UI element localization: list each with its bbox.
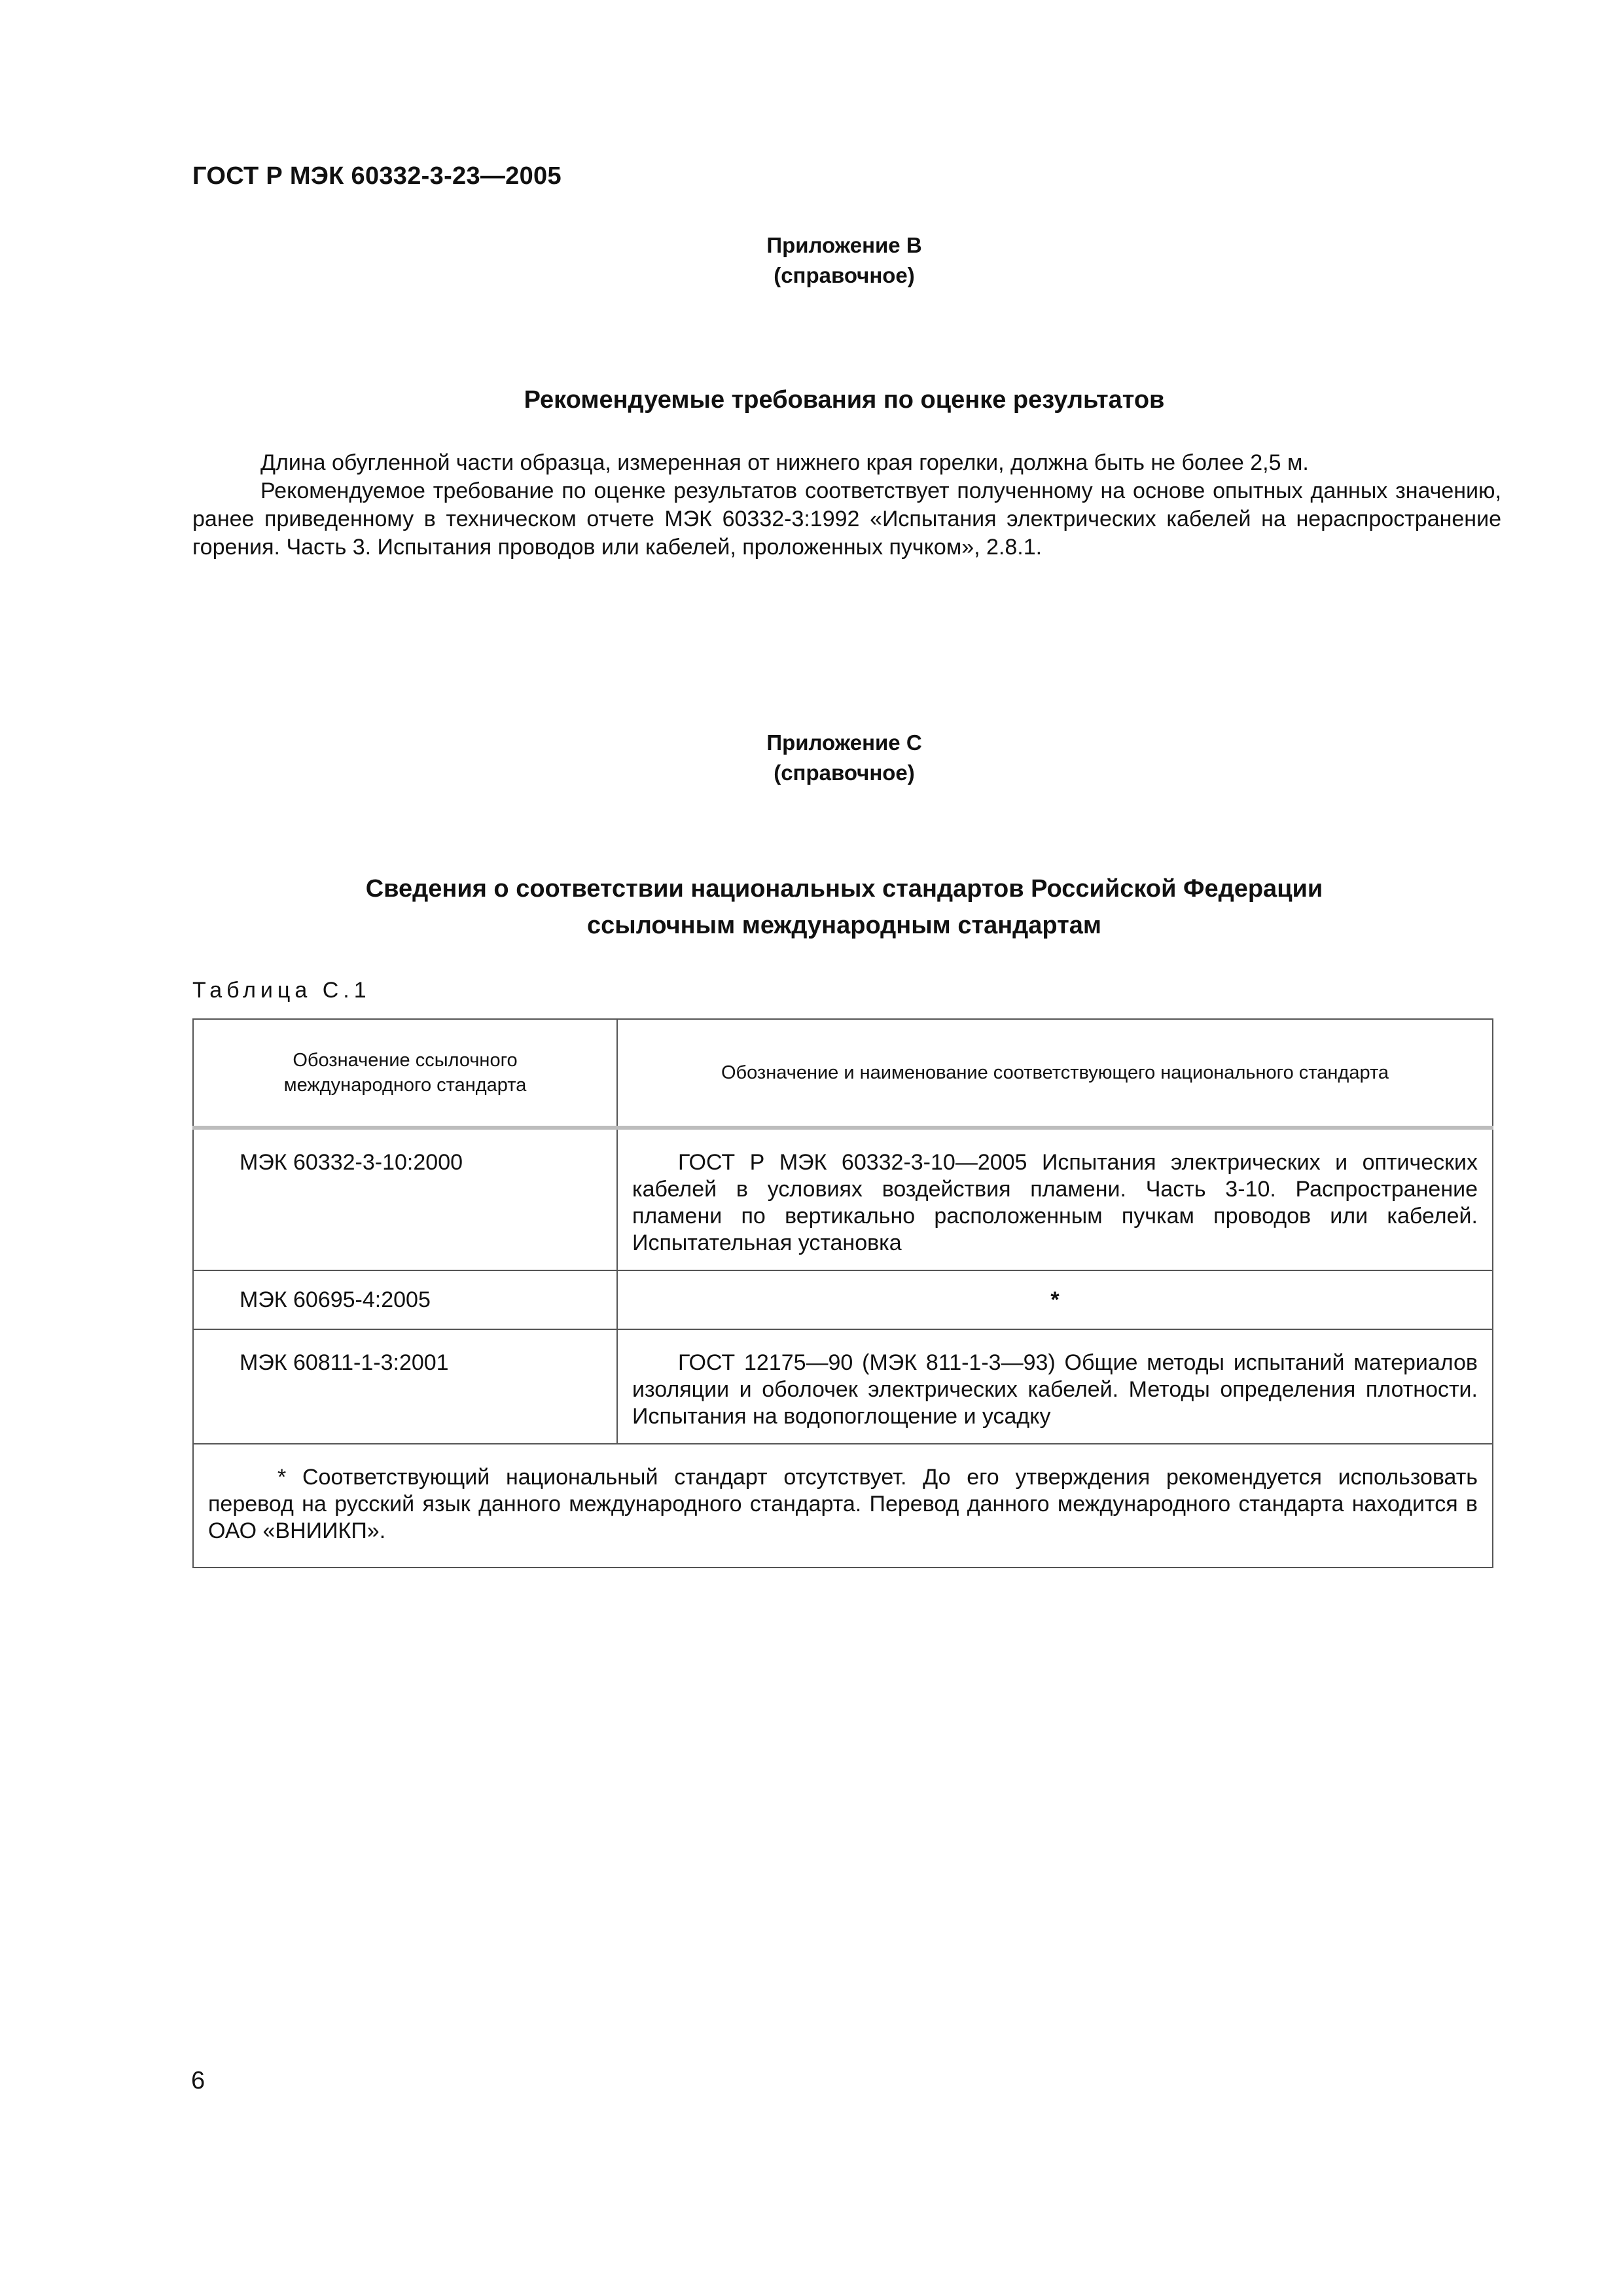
cell-national-text: ГОСТ 12175—90 (МЭК 811-1-3—93) Общие методы испытаний материалов изоляции и оболочек электрических кабелей. Методы определения плотности. Испытания на водопоглощение и усадку	[632, 1350, 1478, 1429]
appendix-b-type: (справочное)	[774, 263, 915, 287]
appendix-b-label: Приложение В	[766, 233, 922, 257]
appendix-b-title: Рекомендуемые требования по оценке результатов	[524, 386, 1165, 414]
table-row	[193, 1270, 1493, 1329]
header-international	[193, 1019, 617, 1128]
cell-national	[617, 1128, 1493, 1270]
table-footnote-row	[193, 1444, 1493, 1568]
table-row	[193, 1329, 1493, 1444]
cell-national-text: ГОСТ Р МЭК 60332-3-10—2005 Испытания электрических и оптических кабелей в условиях воздействия пламени. Часть 3-10. Распространение пламени по вертикально расположенным пучкам проводов или кабелей. Испытательная установка	[632, 1150, 1478, 1255]
document-code: ГОСТ Р МЭК 60332-3-23—2005	[192, 162, 562, 190]
appendix-c-title-line2: ссылочным международным стандартам	[586, 912, 1101, 939]
table-row	[193, 1128, 1493, 1270]
header-international-text: Обозначение ссылочного международного стандарта	[283, 1050, 527, 1096]
appendix-c-title-line1: Сведения о соответствии национальных стандартов Российской Федерации	[365, 875, 1323, 903]
page-number: 6	[191, 2067, 205, 2094]
appendix-b-body	[192, 449, 1501, 562]
appendix-c-heading	[0, 728, 1623, 788]
table-footnote	[193, 1444, 1493, 1568]
appendix-c-label: Приложение С	[766, 730, 922, 755]
appendix-c-type: (справочное)	[774, 761, 915, 785]
footnote-text: * Соответствующий национальный стандарт отсутствует. До его утверждения рекомендуется использовать перевод на русский язык данного международного стандарта. Перевод данного международного стандарта находится в ОАО «ВНИИКП».	[208, 1465, 1478, 1543]
paragraph: Рекомендуемое требование по оценке результатов соответствует полученному на основе опытных данных значению, ранее приведенному в техническом отчете МЭК 60332-3:1992 «Испытания электрических кабелей на нераспространение горения. Часть 3. Испытания проводов или кабелей, проложенных пучком», 2.8.1.	[192, 478, 1501, 560]
header-national: Обозначение и наименование соответствующего национального стандарта	[617, 1019, 1493, 1128]
appendix-b-heading	[0, 230, 1623, 291]
standards-table	[192, 1018, 1493, 1568]
cell-international: МЭК 60695-4:2005	[193, 1270, 617, 1329]
table-header-row	[193, 1019, 1493, 1128]
cell-national-missing: *	[617, 1270, 1493, 1329]
paragraph: Длина обугленной части образца, измеренная от нижнего края горелки, должна быть не более 2,5 м.	[260, 450, 1309, 475]
table-caption: Таблица С.1	[192, 978, 371, 1003]
cell-international: МЭК 60811-1-3:2001	[193, 1329, 617, 1444]
cell-national	[617, 1329, 1493, 1444]
appendix-c-title	[0, 870, 1623, 944]
cell-international: МЭК 60332-3-10:2000	[193, 1128, 617, 1270]
